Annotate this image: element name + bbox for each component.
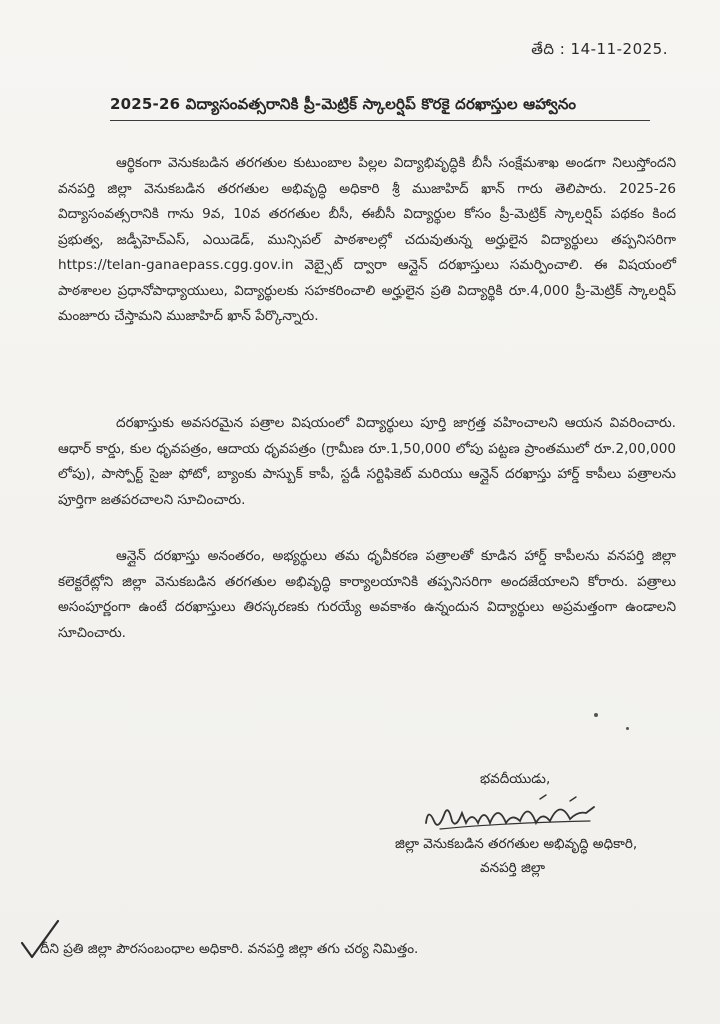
document-title: 2025-26 విద్యాసంవత్సరానికి ప్రీ-మెట్రిక్ స్కాలర్షిప్ కొరకై దరఖాస్తుల ఆహ్వానం [110,95,650,121]
ink-speck [626,727,629,730]
ink-speck [594,713,598,717]
closing-salutation: భవదీయుడు, [480,771,551,787]
signatory-designation: జిల్లా వెనుకబడిన తరగతుల అభివృద్ధి అధికారి, [395,836,638,852]
body-paragraph-1: ఆర్థికంగా వెనుకబడిన తరగతుల కుటుంబాల పిల్లల విద్యాభివృద్ధికి బీసీ సంక్షేమశాఖ అండగా నిలుస్తోందని వనపర్తి జిల్లా వెనుకబడిన తరగతుల అభివృద్ధి అధికారి శ్రీ ముజాహిద్ ఖాన్ గారు తెలిపారు. 2025-26 విద్యాసంవత్సరానికి గాను 9వ, 10వ తరగతుల బీసీ, ఈబీసీ విద్యార్థుల కోసం ప్రీ-మెట్రిక్ స్కాలర్షిప్ పథకం కింద ప్రభుత్వ, జడ్పీహెచ్ఎస్, ఎయిడెడ్, మున్సిపల్ పాఠశాలల్లో చదువుతున్న అర్హులైన విద్యార్థులు తప్పనిసరిగా https://telan-ganaepass.cgg.gov.in వెబ్సైట్ ద్వారా ఆన్లైన్ దరఖాస్తులు సమర్పించాలి. ఈ విషయంలో పాఠశాలల ప్రధానోపాధ్యాయులు, విద్యార్థులకు సహకరించాలి అర్హులైన ప్రతి విద్యార్థికి రూ.4,000 ప్రీ-మెట్రిక్ స్కాలర్షిప్ మంజూరు చేస్తామని ముజాహిద్ ఖాన్ పేర్కొన్నారు. [58,155,676,324]
body-paragraph-2: దరఖాస్తుకు అవసరమైన పత్రాల విషయంలో విద్యార్థులు పూర్తి జాగ్రత్త వహించాలని ఆయన వివరించారు. ఆధార్ కార్డు, కుల ధృవపత్రం, ఆదాయ ధృవపత్రం (గ్రామీణ రూ.1,50,000 లోపు పట్టణ ప్రాంతములో రూ.2,00,000 లోపు), పాస్పోర్ట్ సైజు ఫోటో, బ్యాంకు పాస్బుక్ కాపీ, స్టడీ సర్టిఫికెట్ మరియు ఆన్లైన్ దరఖాస్తు హార్డ్ కాపీలు పత్రాలను పూర్తిగా జతపరచాలని సూచించారు. [58,415,676,508]
body-paragraph-3: ఆన్లైన్ దరఖాస్తు అనంతరం, అభ్యర్థులు తమ ధృవీకరణ పత్రాలతో కూడిన హార్డ్ కాపీలను వనపర్తి జిల్లా కలెక్టరేట్లోని జిల్లా వెనుకబడిన తరగతుల అభివృద్ధి కార్యాలయానికి తప్పనిసరిగా అందజేయాలని కోరారు. పత్రాలు అసంపూర్ణంగా ఉంటే దరఖాస్తులు తిరస్కరణకు గురయ్యే అవకాశం ఉన్నందున విద్యార్థులు అప్రమత్తంగా ఉండాలని సూచించారు. [58,548,676,641]
signatory-district: వనపర్తి జిల్లా [480,860,545,876]
handwritten-signature [420,793,600,835]
copy-forward-note: దీని ప్రతి జిల్లా పౌరసంబంధాల అధికారి. వనపర్తి జిల్లా తగు చర్య నిమిత్తం. [40,941,419,957]
document-date: తేది : 14-11-2025. [531,40,668,58]
signatory-block [395,832,637,880]
